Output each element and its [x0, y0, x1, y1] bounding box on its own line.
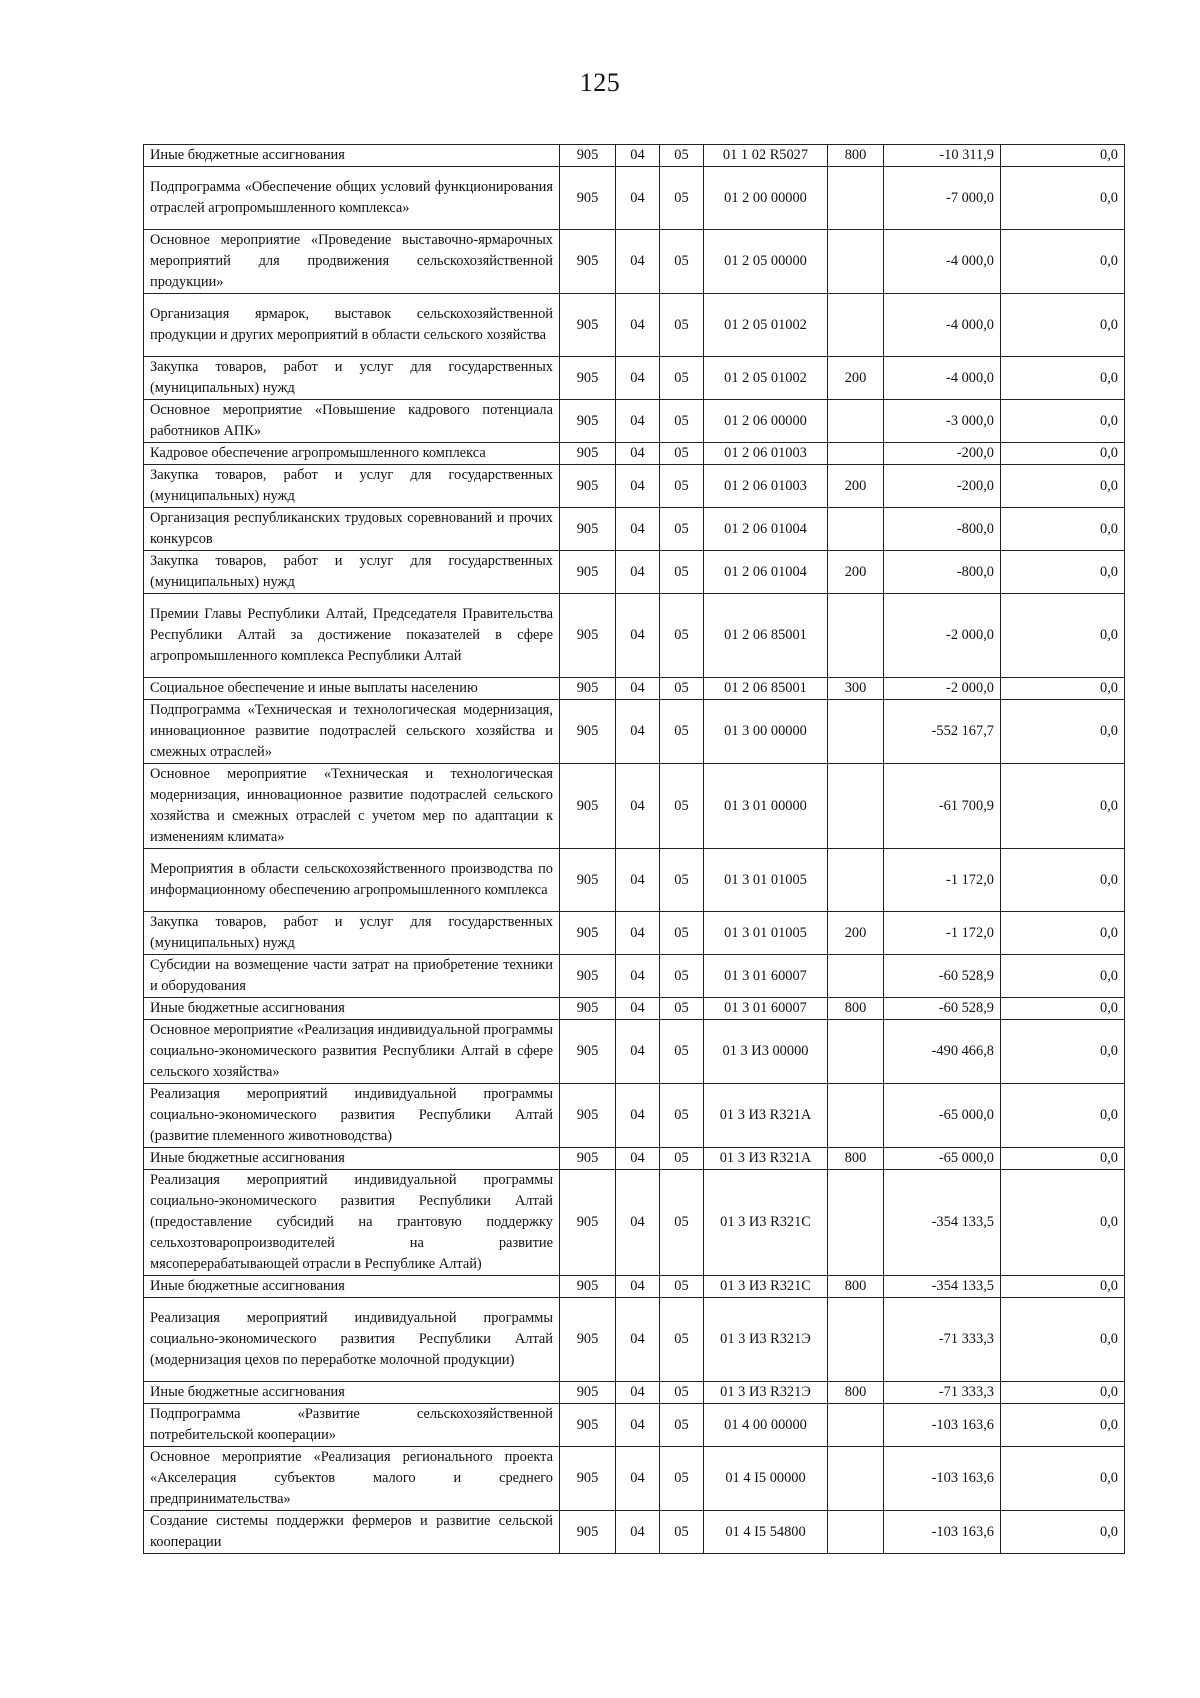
target-article-cell: 01 1 02 R5027 — [704, 145, 828, 167]
section-code-cell: 04 — [616, 1382, 660, 1404]
ministry-code-cell: 905 — [560, 1170, 616, 1276]
table-body — [144, 145, 1125, 1554]
expense-type-cell: 800 — [828, 1382, 884, 1404]
table-row — [144, 1276, 1125, 1298]
table-row — [144, 167, 1125, 230]
expense-type-cell — [828, 1170, 884, 1276]
ministry-code-cell: 905 — [560, 678, 616, 700]
amount-next-cell: 0,0 — [1001, 678, 1125, 700]
subsection-code-cell: 05 — [660, 1382, 704, 1404]
target-article-cell: 01 4 I5 00000 — [704, 1447, 828, 1511]
section-code-cell: 04 — [616, 167, 660, 230]
target-article-cell: 01 2 06 85001 — [704, 678, 828, 700]
table-row — [144, 551, 1125, 594]
ministry-code-cell: 905 — [560, 998, 616, 1020]
row-name-cell: Основное мероприятие «Реализация регионального проекта «Акселерация субъектов малого и среднего предпринимательства» — [144, 1447, 560, 1511]
table-row — [144, 294, 1125, 357]
amount-cell: -71 333,3 — [884, 1382, 1001, 1404]
amount-next-cell: 0,0 — [1001, 1447, 1125, 1511]
expense-type-cell: 200 — [828, 912, 884, 955]
table-row — [144, 1020, 1125, 1084]
expense-type-cell: 800 — [828, 1276, 884, 1298]
row-name-cell: Закупка товаров, работ и услуг для государственных (муниципальных) нужд — [144, 357, 560, 400]
amount-cell: -71 333,3 — [884, 1298, 1001, 1382]
ministry-code-cell: 905 — [560, 1382, 616, 1404]
target-article-cell: 01 3 00 00000 — [704, 700, 828, 764]
amount-cell: -200,0 — [884, 465, 1001, 508]
amount-next-cell: 0,0 — [1001, 764, 1125, 849]
target-article-cell: 01 3 И3 00000 — [704, 1020, 828, 1084]
row-name-cell: Создание системы поддержки фермеров и развитие сельской кооперации — [144, 1511, 560, 1554]
subsection-code-cell: 05 — [660, 294, 704, 357]
section-code-cell: 04 — [616, 357, 660, 400]
ministry-code-cell: 905 — [560, 357, 616, 400]
target-article-cell: 01 4 I5 54800 — [704, 1511, 828, 1554]
expense-type-cell — [828, 594, 884, 678]
section-code-cell: 04 — [616, 1511, 660, 1554]
section-code-cell: 04 — [616, 594, 660, 678]
subsection-code-cell: 05 — [660, 167, 704, 230]
amount-cell: -7 000,0 — [884, 167, 1001, 230]
subsection-code-cell: 05 — [660, 508, 704, 551]
target-article-cell: 01 2 06 01004 — [704, 551, 828, 594]
subsection-code-cell: 05 — [660, 1170, 704, 1276]
amount-cell: -354 133,5 — [884, 1170, 1001, 1276]
ministry-code-cell: 905 — [560, 1511, 616, 1554]
table-row — [144, 700, 1125, 764]
ministry-code-cell: 905 — [560, 1447, 616, 1511]
row-name-cell: Подпрограмма «Техническая и технологическая модернизация, инновационное развитие подотраслей сельского хозяйства и смежных отраслей» — [144, 700, 560, 764]
section-code-cell: 04 — [616, 849, 660, 912]
table-row — [144, 508, 1125, 551]
ministry-code-cell: 905 — [560, 443, 616, 465]
amount-next-cell: 0,0 — [1001, 465, 1125, 508]
ministry-code-cell: 905 — [560, 1148, 616, 1170]
target-article-cell: 01 3 И3 R321А — [704, 1084, 828, 1148]
amount-next-cell: 0,0 — [1001, 1298, 1125, 1382]
target-article-cell: 01 3 01 60007 — [704, 955, 828, 998]
ministry-code-cell: 905 — [560, 764, 616, 849]
expense-type-cell — [828, 849, 884, 912]
target-article-cell: 01 3 01 01005 — [704, 912, 828, 955]
table-row — [144, 849, 1125, 912]
section-code-cell: 04 — [616, 1447, 660, 1511]
amount-cell: -2 000,0 — [884, 594, 1001, 678]
row-name-cell: Иные бюджетные ассигнования — [144, 1276, 560, 1298]
amount-next-cell: 0,0 — [1001, 443, 1125, 465]
expense-type-cell — [828, 1020, 884, 1084]
ministry-code-cell: 905 — [560, 1404, 616, 1447]
subsection-code-cell: 05 — [660, 1148, 704, 1170]
expense-type-cell — [828, 700, 884, 764]
target-article-cell: 01 2 05 00000 — [704, 230, 828, 294]
target-article-cell: 01 3 И3 R321С — [704, 1276, 828, 1298]
amount-cell: -4 000,0 — [884, 230, 1001, 294]
amount-cell: -10 311,9 — [884, 145, 1001, 167]
subsection-code-cell: 05 — [660, 1404, 704, 1447]
amount-cell: -103 163,6 — [884, 1447, 1001, 1511]
row-name-cell: Иные бюджетные ассигнования — [144, 1382, 560, 1404]
subsection-code-cell: 05 — [660, 400, 704, 443]
table-row — [144, 764, 1125, 849]
row-name-cell: Реализация мероприятий индивидуальной программы социально-экономического развития Республики Алтай (модернизация цехов по переработке молочной продукции) — [144, 1298, 560, 1382]
subsection-code-cell: 05 — [660, 912, 704, 955]
amount-cell: -60 528,9 — [884, 998, 1001, 1020]
target-article-cell: 01 2 06 85001 — [704, 594, 828, 678]
amount-next-cell: 0,0 — [1001, 294, 1125, 357]
amount-next-cell: 0,0 — [1001, 1170, 1125, 1276]
amount-cell: -490 466,8 — [884, 1020, 1001, 1084]
row-name-cell: Реализация мероприятий индивидуальной программы социально-экономического развития Республики Алтай (предоставление субсидий на грантовую поддержку сельхозтоваропроизводителей на развитие мясоперерабатывающей отрасли в Республике Алтай) — [144, 1170, 560, 1276]
row-name-cell: Организация республиканских трудовых соревнований и прочих конкурсов — [144, 508, 560, 551]
expense-type-cell — [828, 1404, 884, 1447]
amount-next-cell: 0,0 — [1001, 1276, 1125, 1298]
ministry-code-cell: 905 — [560, 145, 616, 167]
amount-cell: -103 163,6 — [884, 1511, 1001, 1554]
amount-cell: -1 172,0 — [884, 849, 1001, 912]
ministry-code-cell: 905 — [560, 700, 616, 764]
table-row — [144, 230, 1125, 294]
table-row — [144, 357, 1125, 400]
section-code-cell: 04 — [616, 1084, 660, 1148]
row-name-cell: Иные бюджетные ассигнования — [144, 145, 560, 167]
row-name-cell: Субсидии на возмещение части затрат на приобретение техники и оборудования — [144, 955, 560, 998]
target-article-cell: 01 4 00 00000 — [704, 1404, 828, 1447]
amount-cell: -354 133,5 — [884, 1276, 1001, 1298]
expense-type-cell — [828, 1084, 884, 1148]
table-row — [144, 465, 1125, 508]
ministry-code-cell: 905 — [560, 594, 616, 678]
ministry-code-cell: 905 — [560, 912, 616, 955]
ministry-code-cell: 905 — [560, 230, 616, 294]
amount-cell: -61 700,9 — [884, 764, 1001, 849]
ministry-code-cell: 905 — [560, 849, 616, 912]
amount-next-cell: 0,0 — [1001, 700, 1125, 764]
amount-next-cell: 0,0 — [1001, 551, 1125, 594]
target-article-cell: 01 3 И3 R321Э — [704, 1298, 828, 1382]
amount-next-cell: 0,0 — [1001, 508, 1125, 551]
row-name-cell: Подпрограмма «Обеспечение общих условий функционирования отраслей агропромышленного комплекса» — [144, 167, 560, 230]
table-row — [144, 912, 1125, 955]
subsection-code-cell: 05 — [660, 465, 704, 508]
ministry-code-cell: 905 — [560, 1276, 616, 1298]
section-code-cell: 04 — [616, 912, 660, 955]
expense-type-cell — [828, 443, 884, 465]
amount-cell: -60 528,9 — [884, 955, 1001, 998]
target-article-cell: 01 2 05 01002 — [704, 357, 828, 400]
section-code-cell: 04 — [616, 508, 660, 551]
amount-next-cell: 0,0 — [1001, 167, 1125, 230]
ministry-code-cell: 905 — [560, 1084, 616, 1148]
amount-next-cell: 0,0 — [1001, 998, 1125, 1020]
amount-next-cell: 0,0 — [1001, 1148, 1125, 1170]
amount-next-cell: 0,0 — [1001, 230, 1125, 294]
section-code-cell: 04 — [616, 1020, 660, 1084]
amount-next-cell: 0,0 — [1001, 1084, 1125, 1148]
expense-type-cell — [828, 1511, 884, 1554]
target-article-cell: 01 2 05 01002 — [704, 294, 828, 357]
table-row — [144, 1382, 1125, 1404]
table-row — [144, 998, 1125, 1020]
expense-type-cell: 800 — [828, 145, 884, 167]
amount-next-cell: 0,0 — [1001, 1511, 1125, 1554]
subsection-code-cell: 05 — [660, 1084, 704, 1148]
amount-next-cell: 0,0 — [1001, 145, 1125, 167]
ministry-code-cell: 905 — [560, 551, 616, 594]
expense-type-cell: 200 — [828, 551, 884, 594]
row-name-cell: Закупка товаров, работ и услуг для государственных (муниципальных) нужд — [144, 912, 560, 955]
target-article-cell: 01 2 06 01003 — [704, 465, 828, 508]
expense-type-cell — [828, 764, 884, 849]
amount-cell: -2 000,0 — [884, 678, 1001, 700]
section-code-cell: 04 — [616, 1276, 660, 1298]
subsection-code-cell: 05 — [660, 1298, 704, 1382]
amount-cell: -1 172,0 — [884, 912, 1001, 955]
target-article-cell: 01 3 01 60007 — [704, 998, 828, 1020]
expense-type-cell — [828, 230, 884, 294]
row-name-cell: Закупка товаров, работ и услуг для государственных (муниципальных) нужд — [144, 465, 560, 508]
expense-type-cell — [828, 508, 884, 551]
amount-next-cell: 0,0 — [1001, 357, 1125, 400]
section-code-cell: 04 — [616, 678, 660, 700]
amount-cell: -4 000,0 — [884, 294, 1001, 357]
budget-table — [143, 144, 1125, 1554]
amount-next-cell: 0,0 — [1001, 1404, 1125, 1447]
row-name-cell: Премии Главы Республики Алтай, Председателя Правительства Республики Алтай за достижение показателей в сфере агропромышленного комплекса Республики Алтай — [144, 594, 560, 678]
amount-cell: -200,0 — [884, 443, 1001, 465]
section-code-cell: 04 — [616, 1404, 660, 1447]
section-code-cell: 04 — [616, 700, 660, 764]
row-name-cell: Мероприятия в области сельскохозяйственного производства по информационному обеспечению агропромышленного комплекса — [144, 849, 560, 912]
subsection-code-cell: 05 — [660, 849, 704, 912]
expense-type-cell — [828, 400, 884, 443]
ministry-code-cell: 905 — [560, 955, 616, 998]
ministry-code-cell: 905 — [560, 294, 616, 357]
table-row — [144, 1511, 1125, 1554]
target-article-cell: 01 2 06 00000 — [704, 400, 828, 443]
amount-next-cell: 0,0 — [1001, 955, 1125, 998]
table-row — [144, 1298, 1125, 1382]
expense-type-cell — [828, 1447, 884, 1511]
section-code-cell: 04 — [616, 1298, 660, 1382]
section-code-cell: 04 — [616, 764, 660, 849]
amount-cell: -800,0 — [884, 551, 1001, 594]
subsection-code-cell: 05 — [660, 1447, 704, 1511]
target-article-cell: 01 2 06 01003 — [704, 443, 828, 465]
subsection-code-cell: 05 — [660, 1511, 704, 1554]
expense-type-cell: 800 — [828, 998, 884, 1020]
amount-next-cell: 0,0 — [1001, 1382, 1125, 1404]
row-name-cell: Закупка товаров, работ и услуг для государственных (муниципальных) нужд — [144, 551, 560, 594]
expense-type-cell: 800 — [828, 1148, 884, 1170]
subsection-code-cell: 05 — [660, 594, 704, 678]
subsection-code-cell: 05 — [660, 764, 704, 849]
table-row — [144, 1148, 1125, 1170]
amount-next-cell: 0,0 — [1001, 849, 1125, 912]
row-name-cell: Реализация мероприятий индивидуальной программы социально-экономического развития Республики Алтай (развитие племенного животноводства) — [144, 1084, 560, 1148]
table-row — [144, 678, 1125, 700]
page-number: 125 — [579, 68, 621, 97]
subsection-code-cell: 05 — [660, 678, 704, 700]
table-row — [144, 1404, 1125, 1447]
subsection-code-cell: 05 — [660, 551, 704, 594]
section-code-cell: 04 — [616, 551, 660, 594]
amount-cell: -3 000,0 — [884, 400, 1001, 443]
section-code-cell: 04 — [616, 400, 660, 443]
subsection-code-cell: 05 — [660, 1020, 704, 1084]
ministry-code-cell: 905 — [560, 400, 616, 443]
ministry-code-cell: 905 — [560, 167, 616, 230]
amount-cell: -65 000,0 — [884, 1084, 1001, 1148]
table-row — [144, 1170, 1125, 1276]
subsection-code-cell: 05 — [660, 357, 704, 400]
row-name-cell: Подпрограмма «Развитие сельскохозяйственной потребительской кооперации» — [144, 1404, 560, 1447]
amount-cell: -552 167,7 — [884, 700, 1001, 764]
subsection-code-cell: 05 — [660, 1276, 704, 1298]
amount-cell: -103 163,6 — [884, 1404, 1001, 1447]
target-article-cell: 01 2 06 01004 — [704, 508, 828, 551]
expense-type-cell: 200 — [828, 357, 884, 400]
subsection-code-cell: 05 — [660, 443, 704, 465]
amount-next-cell: 0,0 — [1001, 400, 1125, 443]
ministry-code-cell: 905 — [560, 465, 616, 508]
subsection-code-cell: 05 — [660, 145, 704, 167]
subsection-code-cell: 05 — [660, 998, 704, 1020]
expense-type-cell — [828, 167, 884, 230]
table-row — [144, 955, 1125, 998]
row-name-cell: Основное мероприятие «Повышение кадрового потенциала работников АПК» — [144, 400, 560, 443]
expense-type-cell — [828, 294, 884, 357]
expense-type-cell: 200 — [828, 465, 884, 508]
section-code-cell: 04 — [616, 230, 660, 294]
amount-cell: -65 000,0 — [884, 1148, 1001, 1170]
section-code-cell: 04 — [616, 998, 660, 1020]
ministry-code-cell: 905 — [560, 1298, 616, 1382]
section-code-cell: 04 — [616, 955, 660, 998]
section-code-cell: 04 — [616, 1148, 660, 1170]
section-code-cell: 04 — [616, 443, 660, 465]
row-name-cell: Иные бюджетные ассигнования — [144, 998, 560, 1020]
target-article-cell: 01 3 И3 R321Э — [704, 1382, 828, 1404]
expense-type-cell: 300 — [828, 678, 884, 700]
amount-next-cell: 0,0 — [1001, 1020, 1125, 1084]
subsection-code-cell: 05 — [660, 955, 704, 998]
row-name-cell: Социальное обеспечение и иные выплаты населению — [144, 678, 560, 700]
section-code-cell: 04 — [616, 1170, 660, 1276]
amount-cell: -4 000,0 — [884, 357, 1001, 400]
target-article-cell: 01 3 И3 R321А — [704, 1148, 828, 1170]
row-name-cell: Основное мероприятие «Проведение выставочно-ярмарочных мероприятий для продвижения сельскохозяйственной продукции» — [144, 230, 560, 294]
section-code-cell: 04 — [616, 465, 660, 508]
target-article-cell: 01 3 И3 R321С — [704, 1170, 828, 1276]
amount-next-cell: 0,0 — [1001, 594, 1125, 678]
amount-cell: -800,0 — [884, 508, 1001, 551]
table-row — [144, 1084, 1125, 1148]
ministry-code-cell: 905 — [560, 1020, 616, 1084]
row-name-cell: Основное мероприятие «Реализация индивидуальной программы социально-экономического развития Республики Алтай в сфере сельского хозяйства» — [144, 1020, 560, 1084]
amount-next-cell: 0,0 — [1001, 912, 1125, 955]
row-name-cell: Организация ярмарок, выставок сельскохозяйственной продукции и других мероприятий в области сельского хозяйства — [144, 294, 560, 357]
table-row — [144, 1447, 1125, 1511]
table-row — [144, 443, 1125, 465]
table-row — [144, 145, 1125, 167]
target-article-cell: 01 2 00 00000 — [704, 167, 828, 230]
expense-type-cell — [828, 955, 884, 998]
table-row — [144, 594, 1125, 678]
section-code-cell: 04 — [616, 145, 660, 167]
expense-type-cell — [828, 1298, 884, 1382]
ministry-code-cell: 905 — [560, 508, 616, 551]
target-article-cell: 01 3 01 00000 — [704, 764, 828, 849]
row-name-cell: Иные бюджетные ассигнования — [144, 1148, 560, 1170]
section-code-cell: 04 — [616, 294, 660, 357]
row-name-cell: Кадровое обеспечение агропромышленного комплекса — [144, 443, 560, 465]
subsection-code-cell: 05 — [660, 700, 704, 764]
row-name-cell: Основное мероприятие «Техническая и технологическая модернизация, инновационное развитие подотраслей сельского хозяйства и смежных отраслей с учетом мер по адаптации к изменениям климата» — [144, 764, 560, 849]
table-row — [144, 400, 1125, 443]
subsection-code-cell: 05 — [660, 230, 704, 294]
target-article-cell: 01 3 01 01005 — [704, 849, 828, 912]
